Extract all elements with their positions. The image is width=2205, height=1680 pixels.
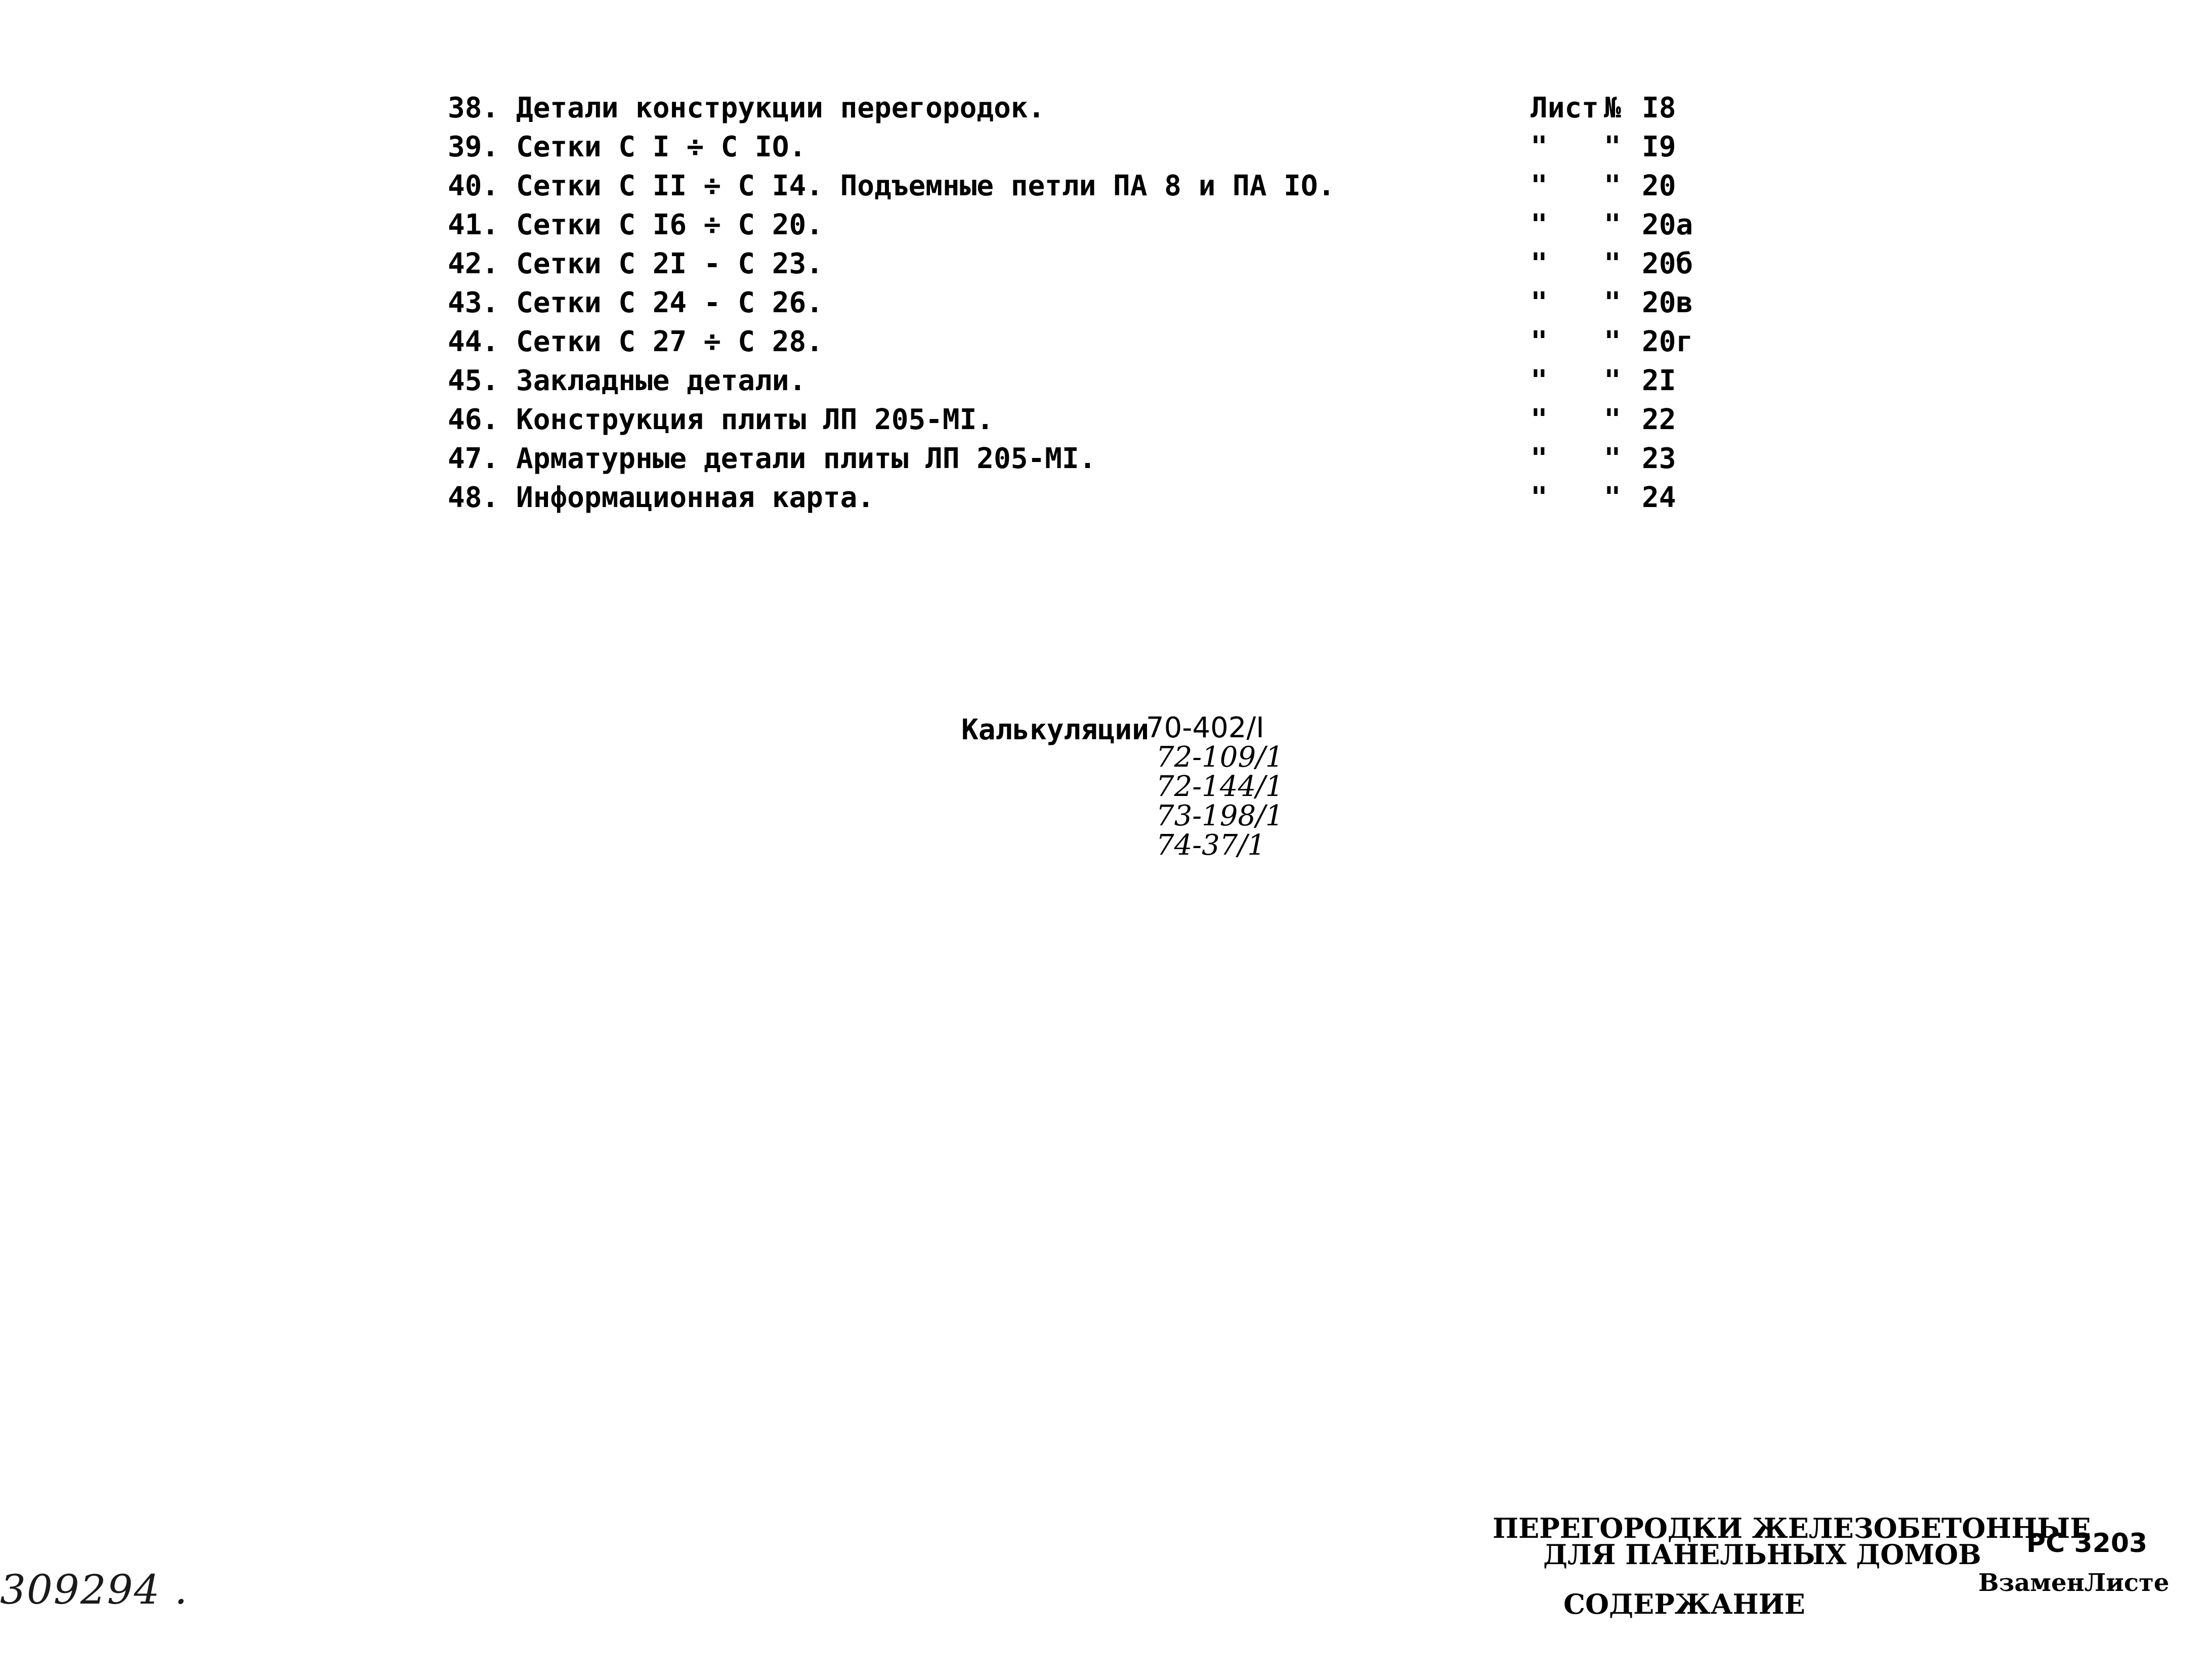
ditto-mark: " xyxy=(1531,481,1548,514)
calculation-code: 70-402/I xyxy=(1146,711,1264,744)
ditto-mark: " xyxy=(1531,325,1548,358)
ditto-mark: " xyxy=(1604,325,1621,358)
row-number: 47. xyxy=(448,442,499,475)
row-title: Сетки С 24 - С 26. xyxy=(516,286,823,319)
contents-row xyxy=(448,322,1703,361)
sheet-number: I8 xyxy=(1642,92,1676,124)
row-number: 45. xyxy=(448,364,499,397)
sheet-title: СОДЕРЖАНИЕ xyxy=(1563,1588,1805,1620)
calculations-codes xyxy=(1146,713,1284,860)
contents-row xyxy=(448,478,1703,517)
row-number: 43. xyxy=(448,286,499,319)
contents-row xyxy=(448,128,1703,166)
row-title: Сетки С II ÷ С I4. Подъемные петли ПА 8 и ПА IO. xyxy=(516,170,1335,202)
contents-row xyxy=(448,439,1703,478)
row-number: 38. xyxy=(448,92,499,124)
row-title: Арматурные детали плиты ЛП 205-МI. xyxy=(516,442,1096,475)
contents-list xyxy=(448,89,1703,517)
contents-row xyxy=(448,244,1703,283)
row-number: 39. xyxy=(448,131,499,163)
ditto-mark: " xyxy=(1531,208,1548,241)
ditto-mark: " xyxy=(1531,170,1548,202)
ditto-mark: " xyxy=(1604,131,1621,163)
contents-row xyxy=(448,205,1703,244)
contents-row xyxy=(448,361,1703,400)
calculation-code: 72-144/1 xyxy=(1156,770,1284,803)
contents-row xyxy=(448,283,1703,322)
ditto-mark: " xyxy=(1604,247,1621,280)
ditto-mark: " xyxy=(1531,442,1548,475)
ditto-mark: " xyxy=(1604,208,1621,241)
row-number: 44. xyxy=(448,325,499,358)
calculation-code: 74-37/1 xyxy=(1156,829,1265,862)
sheet-number: 23 xyxy=(1642,442,1676,475)
row-title: Сетки С I ÷ С IO. xyxy=(516,131,807,163)
ditto-mark: " xyxy=(1604,286,1621,319)
ditto-mark: " xyxy=(1604,170,1621,202)
row-number: 42. xyxy=(448,247,499,280)
sheet-number: 22 xyxy=(1642,403,1676,436)
document-title-line-1: ПЕРЕГОРОДКИ ЖЕЛЕЗОБЕТОННЫЕ xyxy=(1493,1512,2091,1544)
document-title-line-2: ДЛЯ ПАНЕЛЬНЫХ ДОМОВ xyxy=(1543,1538,1981,1571)
sheet-number: 2I xyxy=(1642,364,1676,397)
ditto-mark: " xyxy=(1531,247,1548,280)
row-title: Сетки С 27 ÷ С 28. xyxy=(516,325,823,358)
sheet-number: 20в xyxy=(1642,286,1693,319)
ditto-mark: " xyxy=(1531,403,1548,436)
sheet-number: 20а xyxy=(1642,208,1693,241)
ditto-mark: " xyxy=(1604,442,1621,475)
calculations-label: Калькуляции xyxy=(961,713,1149,746)
ditto-mark: " xyxy=(1531,131,1548,163)
sheet-label: Лист xyxy=(1531,92,1599,124)
row-number: 40. xyxy=(448,170,499,202)
sheet-number-sign: № xyxy=(1604,92,1621,124)
ditto-mark: " xyxy=(1604,364,1621,397)
row-title: Детали конструкции перегородок. xyxy=(516,92,1045,124)
calculation-code: 73-198/1 xyxy=(1156,800,1284,832)
sheet-number: 24 xyxy=(1642,481,1676,514)
row-number: 41. xyxy=(448,208,499,241)
ditto-mark: " xyxy=(1531,286,1548,319)
sheet-number: 20г xyxy=(1642,325,1693,358)
ditto-mark: " xyxy=(1531,364,1548,397)
row-number: 48. xyxy=(448,481,499,514)
sheet-number: I9 xyxy=(1642,131,1676,163)
sheet-replacement-label: ВзаменЛисте xyxy=(1978,1569,2170,1597)
ditto-mark: " xyxy=(1604,481,1621,514)
document-code: РС 3203 xyxy=(2026,1528,2148,1559)
row-number: 46. xyxy=(448,403,499,436)
contents-row xyxy=(448,89,1703,128)
row-title: Конструкция плиты ЛП 205-МI. xyxy=(516,403,994,436)
contents-row xyxy=(448,400,1703,439)
contents-row xyxy=(448,166,1703,205)
row-title: Информационная карта. xyxy=(516,481,875,514)
ditto-mark: " xyxy=(1604,403,1621,436)
row-title: Закладные детали. xyxy=(516,364,807,397)
sheet-number: 20б xyxy=(1642,247,1693,280)
row-title: Сетки С I6 ÷ С 20. xyxy=(516,208,823,241)
calculation-code: 72-109/1 xyxy=(1156,741,1284,774)
sheet-number: 20 xyxy=(1642,170,1676,202)
row-title: Сетки С 2I - С 23. xyxy=(516,247,823,280)
inventory-stamp-number: 309294 . xyxy=(0,1566,189,1613)
